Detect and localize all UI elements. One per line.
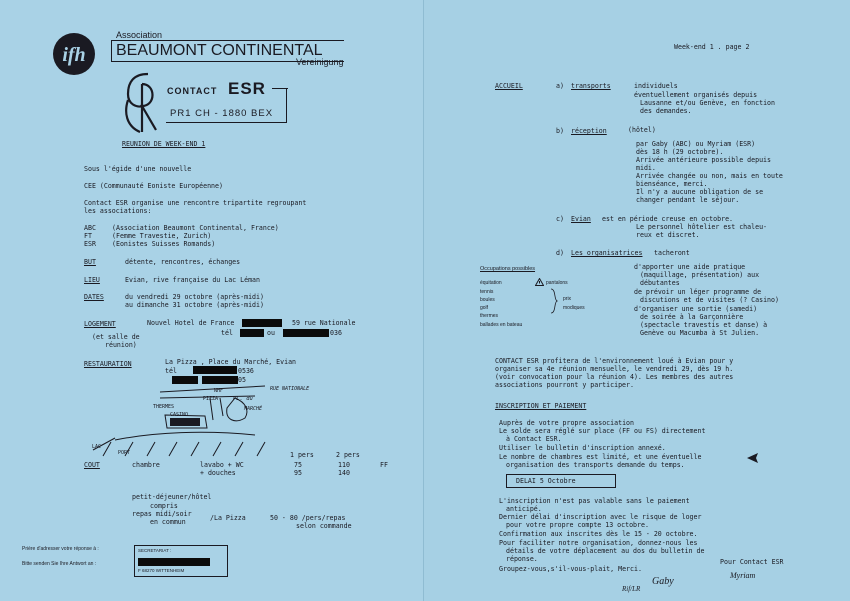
organisatrices-label: Les organisatrices — [571, 249, 643, 257]
right-page — [424, 0, 850, 601]
map-label-pizza: PIZZA — [203, 396, 219, 402]
rest-number-1: 0536 — [238, 367, 254, 375]
logement-label: LOGEMENT — [84, 320, 116, 328]
cout-row-unit: FF — [380, 461, 388, 469]
pointer-arrow-icon — [746, 452, 760, 464]
logement-value: Nouvel Hotel de France — [147, 319, 235, 327]
assoc-name: (Femme Travestie, Zurich) — [112, 232, 212, 240]
cout-head-2: 2 pers — [336, 451, 360, 459]
but-value: détente, rencontres, échanges — [125, 258, 241, 266]
inscription-line-1: Auprès de votre propre association — [499, 419, 634, 427]
logement-tel-label: tél — [221, 329, 233, 337]
signature-ref: Rif/LR — [622, 585, 641, 593]
reply-label-fr: Prière d'adresser votre réponse à : — [22, 546, 99, 552]
contact-line-3: (voir convocation pour la réunion 4). Les membres des autres — [495, 373, 734, 381]
transports-line-3: Lausanne et/ou Genève, en fonction — [640, 99, 775, 107]
reception-line-1: par Gaby (ABC) ou Myriam (ESR) — [636, 140, 756, 148]
organisatrices-line-2: (maquillage, présentation) aux — [640, 271, 760, 279]
reception-line-5: Arrivée changée ou non, mais en toute — [636, 172, 783, 180]
repas-price: 50 - 80 /pers/repas — [270, 514, 346, 522]
map-label-marche: MARCHÉ — [244, 406, 263, 412]
but-label: BUT — [84, 258, 96, 266]
rest-number-2: 05 — [238, 376, 246, 384]
organisatrices-line-6: d'organiser une sortie (samedi) — [634, 305, 758, 313]
occupation-item: golf — [480, 305, 489, 311]
inscription-line-2: Le solde sera réglé sur place (FF ou FS) directement — [499, 427, 706, 435]
logement-tel-suffix: 036 — [330, 329, 342, 337]
occupation-item: thermes — [480, 313, 499, 319]
lieu-label: LIEU — [84, 276, 100, 284]
cout-head-1: 1 pers — [290, 451, 314, 459]
assoc-abbr: FT — [84, 232, 92, 240]
intro-line-4: les associations: — [84, 207, 152, 215]
assoc-name: (Eonistes Suisses Romands) — [112, 240, 216, 248]
map-label-pl: PL. du — [233, 396, 253, 402]
occupation-pantalons: pantalons — [546, 280, 568, 286]
transports-line-4: des demandes. — [640, 107, 692, 115]
cout-row-p2: 140 — [338, 469, 350, 477]
organisatrices-tacheront: tacheront — [654, 249, 690, 257]
reception-line-3: Arrivée antérieure possible depuis — [636, 156, 771, 164]
restauration-label: RESTAURATION — [84, 360, 132, 368]
rest-tel-label: tél — [165, 367, 177, 375]
evian-line-1: est en période creuse en octobre. — [602, 215, 734, 223]
ifh-logo-icon — [51, 31, 97, 77]
pdj-line-1: petit-déjeuner/hôtel — [132, 493, 212, 501]
dates-label: DATES — [84, 293, 104, 301]
final-line-7: détails de votre déplacement au dos du bulletin de — [506, 547, 705, 555]
occupation-modiques: modiques — [563, 305, 585, 311]
repas-line-1: repas midi/soir — [132, 510, 192, 518]
map-label-nhf: NHF — [214, 388, 224, 394]
map-label-thermes: THERMES — [153, 404, 175, 410]
intro-line-1: Sous l'égide d'une nouvelle — [84, 165, 192, 173]
redaction — [240, 329, 264, 337]
reception-line-7: Il n'y a aucune obligation de se — [636, 188, 764, 196]
transports-label: transports — [571, 82, 611, 90]
occupation-item: boules — [480, 297, 495, 303]
occupation-item: tennis — [480, 289, 494, 295]
salle-line-2: réunion) — [105, 341, 137, 349]
organisatrices-line-7: de soirée à la Garçonnière — [640, 313, 744, 321]
repas-line-2: en commun — [150, 518, 186, 526]
hand-drawn-map-icon — [85, 380, 320, 460]
inscription-title: INSCRIPTION ET PAIEMENT — [495, 402, 587, 410]
salle-line-1: (et salle de — [92, 333, 140, 341]
restauration-value: La Pizza , Place du Marché, Evian — [165, 358, 297, 366]
map-label-casino: CASINO — [170, 412, 189, 418]
cout-row-p2: 110 — [338, 461, 350, 469]
logement-ou: ou — [267, 329, 275, 337]
vereinigung-label: Vereinigung — [296, 57, 344, 67]
repas-pizza: /La Pizza — [210, 514, 246, 522]
final-line-1: L'inscription n'est pas valable sans le paiement — [499, 497, 690, 505]
inscription-line-4: Utiliser le bulletin d'inscription annexé. — [499, 444, 666, 452]
pour-contact-esr: Pour Contact ESR — [720, 558, 784, 566]
reception-line-6: bienséance, merci. — [636, 180, 708, 188]
address-rule-v — [286, 88, 287, 98]
redaction — [138, 558, 210, 566]
final-line-9: Groupez-vous,s'il-vous-plait, Merci. — [499, 565, 642, 573]
assoc-name: (Association Beaumont Continental, France) — [112, 224, 279, 232]
final-line-4: pour votre propre compte 13 octobre. — [506, 521, 649, 529]
evian-label: Evian — [571, 215, 591, 223]
secretariat-label: SECRETARIAT : — [138, 548, 172, 553]
reception-line-2: dès 18 h (29 octobre). — [636, 148, 724, 156]
map-label-port: PORT — [118, 450, 131, 456]
cout-row-left: chambre — [132, 461, 160, 469]
reception-line-8: changer pendant le séjour. — [636, 196, 740, 204]
contact-line-4: associations pourront y participer. — [495, 381, 634, 389]
final-line-5: Confirmation aux inscrites dès le 15 - 20 octobre. — [499, 530, 698, 538]
esr-label: ESR — [228, 79, 266, 98]
redaction — [193, 366, 237, 374]
organisatrices-line-9: Genève ou Macumba à St Julien. — [640, 329, 760, 337]
page-header: Week-end 1 . page 2 — [674, 43, 750, 51]
intro-line-3: Contact ESR organise une rencontre tripartite regroupant — [84, 199, 307, 207]
secretariat-address: F 68270 WITTENHEIM — [138, 568, 185, 573]
reception-line-4: midi. — [636, 164, 656, 172]
final-line-2: anticipé. — [506, 505, 542, 513]
transports-line-2: éventuellement organisés depuis — [634, 91, 758, 99]
repas-commande: selon commande — [296, 522, 352, 530]
occupation-item: équitation — [480, 280, 502, 286]
signature-gaby: Gaby — [652, 576, 674, 587]
cout-row-p1: 75 — [294, 461, 302, 469]
evian-line-2: Le personnel hôtelier est chaleu- — [636, 223, 768, 231]
dates-line-2: au dimanche 31 octobre (après-midi) — [125, 301, 264, 309]
cout-row-p1: 95 — [294, 469, 302, 477]
logement-address: 59 rue Nationale — [292, 319, 356, 327]
map-label-rue: RUE NATIONALE — [270, 386, 310, 392]
accueil-label: ACCUEIL — [495, 82, 523, 90]
c-label: c) — [556, 215, 564, 223]
assoc-small-label: Association — [116, 30, 163, 40]
pdj-line-2: compris — [150, 502, 178, 510]
occupation-item: ballades en bateau — [480, 322, 523, 328]
inscription-line-6: organisation des transports demande du temps. — [506, 461, 685, 469]
inscription-line-5: Le nombre de chambres est limité, et une éventuelle — [499, 453, 702, 461]
address-line: PR1 CH - 1880 BEX — [170, 108, 274, 119]
esr-logo-icon — [118, 70, 162, 136]
organisatrices-line-4: de prévoir un léger programme de — [634, 288, 762, 296]
organisatrices-line-1: d'apporter une aide pratique — [634, 263, 746, 271]
contact-line-1: CONTACT ESR profitera de l'environnement loué à Evian pour y — [495, 357, 734, 365]
map-label-lac: LAC — [92, 444, 102, 450]
contact-line-2: organiser sa 4e réunion mensuelle, le vendredi 29, dès 19 h. — [495, 365, 734, 373]
org-name: BEAUMONT CONTINENTAL — [116, 42, 323, 59]
final-line-8: réponse. — [506, 555, 538, 563]
reception-hotel: (hôtel) — [628, 126, 656, 134]
final-line-6: Pour faciliter notre organisation, donnez-nous les — [499, 539, 698, 547]
final-line-3: Dernier délai d'inscription avec le risque de loger — [499, 513, 702, 521]
dates-line-1: du vendredi 29 octobre (après-midi) — [125, 293, 264, 301]
b-label: b) — [556, 127, 564, 135]
svg-text:ifh: ifh — [62, 44, 86, 66]
organisatrices-line-5: discutions et de visites (? Casino) — [640, 296, 779, 304]
cout-row-type: + douches — [200, 469, 236, 477]
organisatrices-line-8: (spectacle travestis et danse) à — [640, 321, 768, 329]
evian-line-3: reux et discret. — [636, 231, 700, 239]
cout-row-type: lavabo + WC — [200, 461, 244, 469]
delai-text: DELAI 5 Octobre — [516, 477, 576, 485]
left-page — [0, 0, 424, 601]
contact-label: CONTACT — [167, 86, 218, 96]
redaction — [242, 319, 282, 327]
inscription-line-3: à Contact ESR. — [506, 435, 562, 443]
intro-line-2: CEE (Communauté Eoniste Européenne) — [84, 182, 223, 190]
curly-brace-icon — [550, 288, 558, 314]
warning-triangle-icon — [535, 278, 544, 286]
occupation-prix: prix — [563, 296, 572, 302]
redaction — [283, 329, 329, 337]
occupations-title: Occupations possibles — [480, 266, 536, 272]
page-title: REUNION DE WEEK-END 1 — [122, 140, 206, 148]
reply-label-de: Bitte senden Sie Ihre Antwort an : — [22, 561, 97, 567]
lieu-value: Evian, rive française du Lac Léman — [125, 276, 260, 284]
signature-myriam: Myriam — [730, 571, 756, 580]
d-label: d) — [556, 249, 564, 257]
cout-label: COUT — [84, 461, 100, 469]
assoc-abbr: ESR — [84, 240, 96, 248]
transports-line-1: individuels — [634, 82, 678, 90]
organisatrices-line-3: débutantes — [640, 279, 680, 287]
a-label: a) — [556, 82, 564, 90]
reception-label: réception — [571, 127, 607, 135]
assoc-abbr: ABC — [84, 224, 96, 232]
